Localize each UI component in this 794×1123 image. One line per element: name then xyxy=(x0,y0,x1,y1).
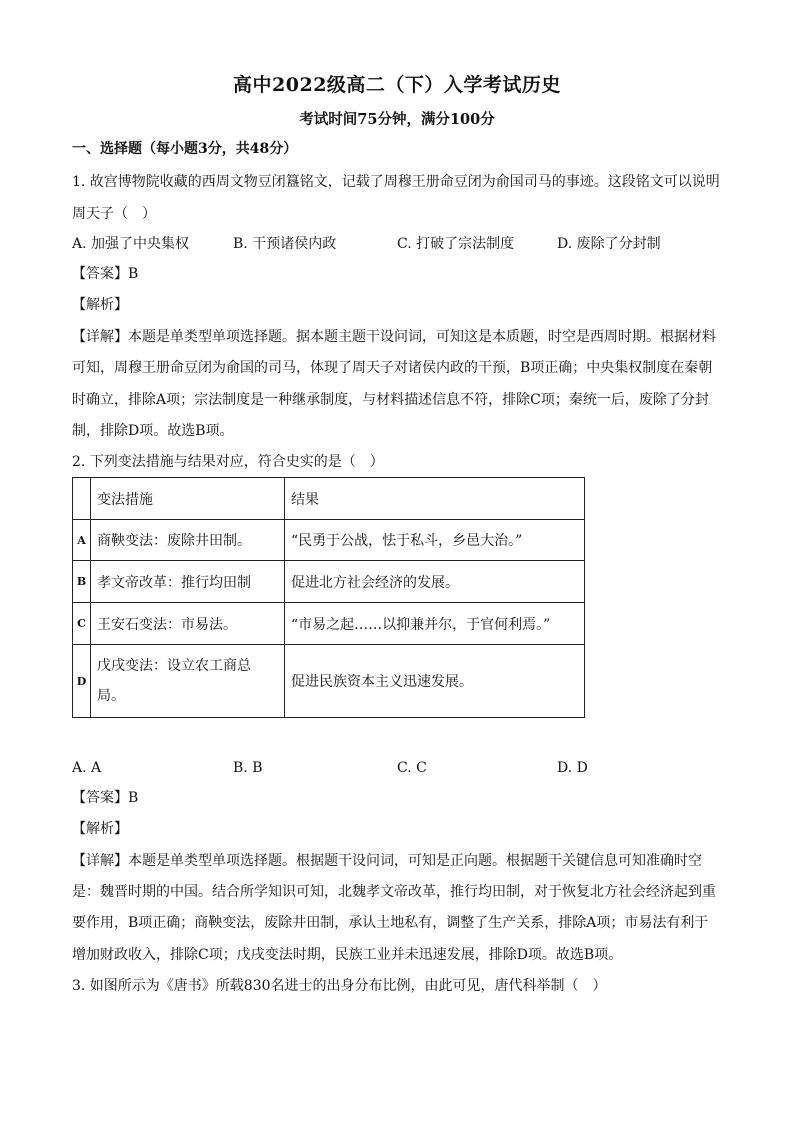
measure-cell: 王安石变法：市易法。 xyxy=(91,603,285,645)
table-row xyxy=(73,520,585,561)
result-cell: “市易之起……以抑兼并尔，于官何利焉。” xyxy=(285,603,585,645)
q1-option-a: A. 加强了中央集权 xyxy=(72,236,190,252)
q2-detail-line4: 增加财政收入，排除C项；戊戌变法时期，民族工业并未迅速发展，排除D项。故选B项。 xyxy=(72,947,623,963)
table-header-cell: 结果 xyxy=(285,478,585,520)
row-letter: A xyxy=(73,520,91,561)
table-row xyxy=(73,561,585,603)
q1-option-c: C. 打破了宗法制度 xyxy=(397,236,515,252)
result-cell: 促进北方社会经济的发展。 xyxy=(285,561,585,603)
q2-option-a: A. A xyxy=(72,760,102,776)
measure-cell: 孝文帝改革：推行均田制 xyxy=(91,561,285,603)
q2-analysis-label: 【解析】 xyxy=(72,821,128,837)
row-letter: B xyxy=(73,561,91,603)
table-row xyxy=(73,603,585,645)
exam-info: 考试时间75分钟，满分100分 xyxy=(299,111,495,128)
row-letter: C xyxy=(73,603,91,645)
measure-cell: 商鞅变法：废除井田制。 xyxy=(91,520,285,561)
table-header-row xyxy=(73,478,585,520)
q1-answer: 【答案】B xyxy=(72,266,139,282)
result-cell: “民勇于公战，怯于私斗，乡邑大治。” xyxy=(285,520,585,561)
q2-option-b: B. B xyxy=(233,760,263,776)
q3-stem: 3. 如图所示为《唐书》所载830名进士的出身分布比例，由此可见，唐代科举制（ ） xyxy=(72,978,607,994)
q1-detail-line2: 可知，周穆王册命豆闭为俞国的司马，体现了周天子对诸侯内政的干预，B项正确；中央集权制度在秦朝 xyxy=(72,360,713,376)
table-header-cell: 变法措施 xyxy=(91,478,285,520)
q2-detail-line3: 要作用，B项正确；商鞅变法，废除井田制，承认土地私有，调整了生产关系，排除A项；市易法有利于 xyxy=(72,915,709,931)
q1-detail-line1: 【详解】本题是单类型单项选择题。据本题主题干设问词，可知这是本质题，时空是西周时期。根据材料 xyxy=(72,329,716,345)
q2-stem: 2. 下列变法措施与结果对应，符合史实的是（ ） xyxy=(72,454,384,470)
section-heading: 一、选择题（每小题3分，共48分） xyxy=(72,141,298,157)
q1-stem-line2: 周天子（ ） xyxy=(72,206,156,222)
result-cell: 促进民族资本主义迅速发展。 xyxy=(285,645,585,718)
q1-analysis-label: 【解析】 xyxy=(72,297,128,313)
q2-reform-table xyxy=(72,477,585,718)
row-letter: D xyxy=(73,645,91,718)
q2-option-d: D. D xyxy=(557,760,588,776)
table-header-cell xyxy=(73,478,91,520)
q1-stem-line1: 1. 故宫博物院收藏的西周文物豆闭簋铭文，记载了周穆王册命豆闭为俞国司马的事迹。这段铭文可以说明 xyxy=(72,174,720,190)
q1-option-b: B. 干预诸侯内政 xyxy=(233,236,337,252)
q2-option-c: C. C xyxy=(397,760,427,776)
q1-option-d: D. 废除了分封制 xyxy=(557,236,661,252)
q2-detail-line1: 【详解】本题是单类型单项选择题。根据题干设问词，可知是正向题。根据题干关键信息可知准确时空 xyxy=(72,853,702,869)
q2-answer: 【答案】B xyxy=(72,790,139,806)
measure-cell: 戊戌变法：设立农工商总局。 xyxy=(91,645,285,718)
q2-detail-line2: 是：魏晋时期的中国。结合所学知识可知，北魏孝文帝改革，推行均田制，对于恢复北方社会经济起到重 xyxy=(72,884,716,900)
table-row xyxy=(73,645,585,718)
page-title: 高中2022级高二（下）入学考试历史 xyxy=(233,74,561,96)
q1-detail-line3: 时确立，排除A项；宗法制度是一种继承制度，与材料描述信息不符，排除C项；秦统一后，废除了分封 xyxy=(72,392,709,408)
q1-detail-line4: 制，排除D项。故选B项。 xyxy=(72,423,234,439)
